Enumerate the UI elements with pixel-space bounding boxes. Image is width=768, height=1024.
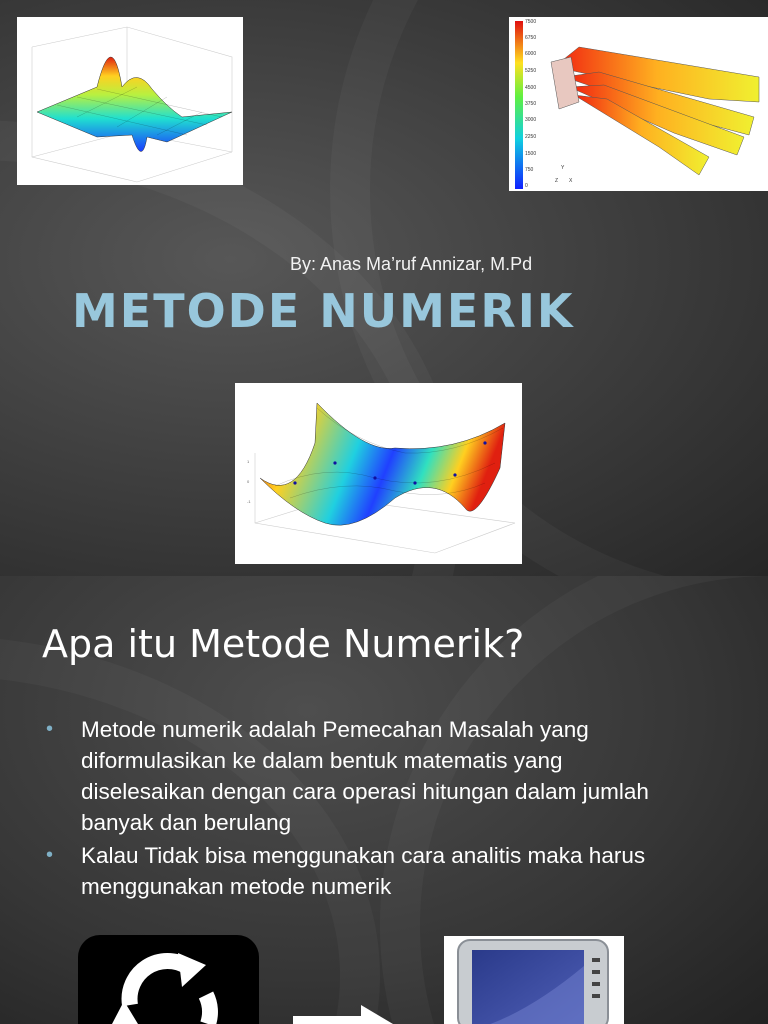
list-item — [46, 714, 686, 838]
slide-heading: Apa itu Metode Numerik? — [42, 622, 525, 666]
surface-peaks-image — [17, 17, 243, 185]
axis-label: Z — [555, 178, 559, 184]
colorbar-tick: 750 — [525, 167, 534, 173]
surface-fit-image — [235, 383, 522, 564]
colorbar-tick: 1500 — [525, 151, 537, 157]
bullet-icon: • — [46, 844, 54, 866]
colorbar-tick: 6750 — [525, 35, 537, 41]
colorbar-tick: 3750 — [525, 101, 537, 107]
colorbar-tick: 3000 — [525, 117, 537, 123]
bullet-text: Kalau Tidak bisa menggunakan cara analitis maka harus menggunakan metode numerik — [81, 843, 646, 899]
axis-label: Y — [561, 165, 565, 171]
fea-model-image — [509, 17, 768, 191]
list-item — [46, 840, 686, 902]
colorbar-tick: 4500 — [525, 85, 537, 91]
svg-text:1: 1 — [247, 459, 250, 464]
colorbar-tick: 6000 — [525, 51, 537, 57]
bullet-list — [46, 714, 686, 904]
colorbar-tick: 2250 — [525, 134, 537, 140]
slide-title: METODE NUMERIK — [72, 284, 575, 338]
refresh-icon — [78, 935, 259, 1024]
svg-text:-1: -1 — [247, 499, 251, 504]
colorbar-tick: 5250 — [525, 68, 537, 74]
axis-label: X — [569, 178, 573, 184]
arrow-right-icon — [293, 1005, 403, 1024]
bullet-icon: • — [46, 718, 54, 740]
tablet-device-icon — [444, 936, 624, 1024]
svg-text:0: 0 — [247, 479, 250, 484]
author-name: By: Anas Ma’ruf Annizar, M.Pd — [290, 254, 533, 274]
colorbar-tick: 7500 — [525, 19, 537, 25]
bullet-text: Metode numerik adalah Pemecahan Masalah yang diformulasikan ke dalam bentuk matematis yang diselesaikan dengan cara operasi hitungan dalam jumlah banyak dan berulang — [81, 717, 649, 835]
colorbar-tick: 0 — [525, 183, 528, 189]
